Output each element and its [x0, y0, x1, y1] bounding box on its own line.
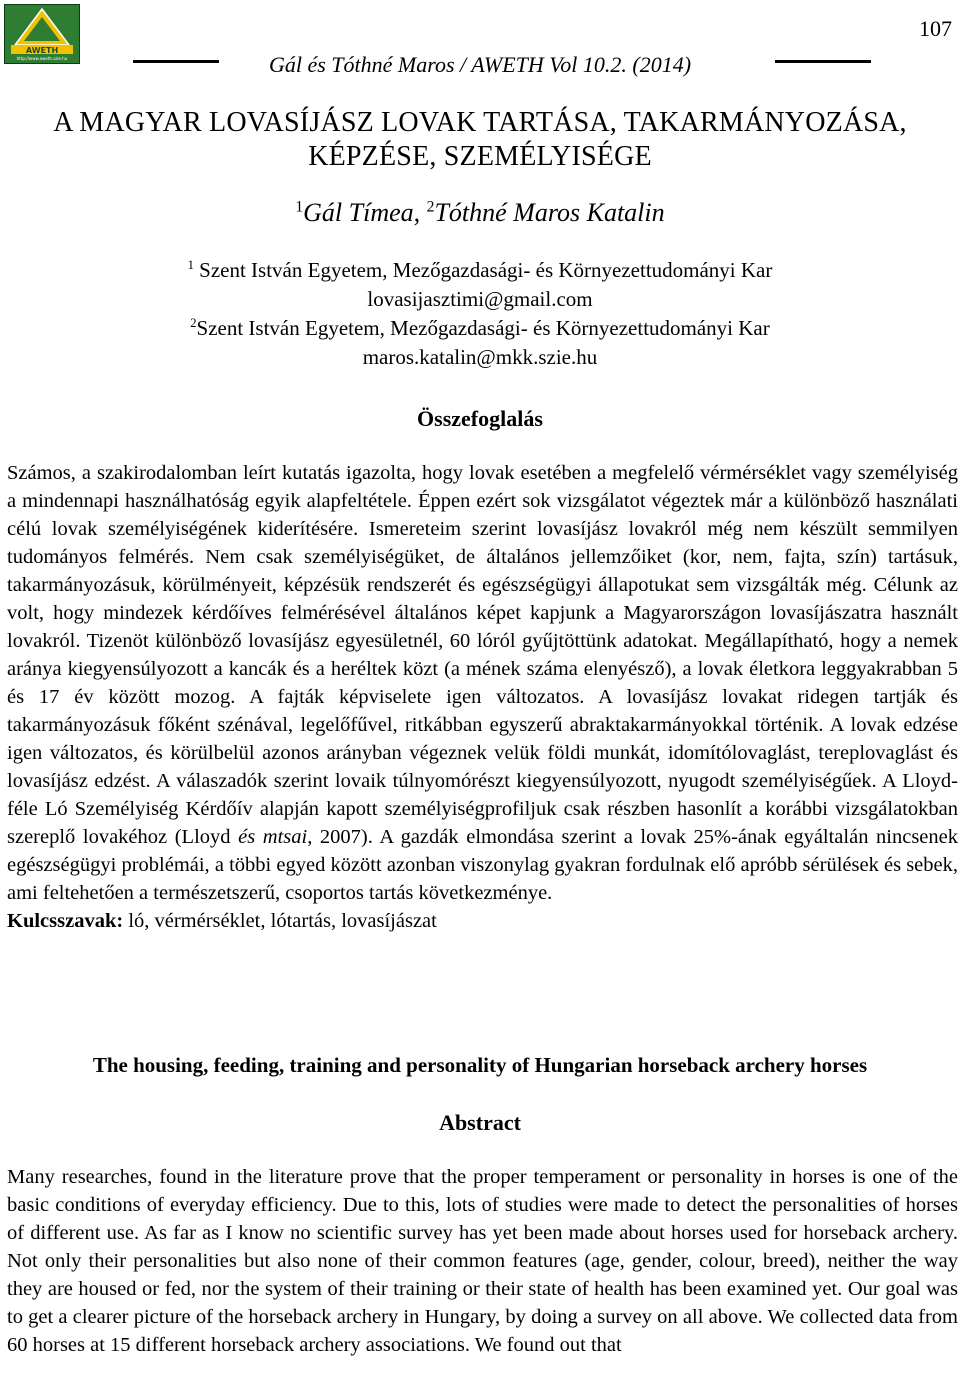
english-title: The housing, feeding, training and personality of Hungarian horseback archery horses [92, 1053, 868, 1077]
abstract-en-body [7, 1163, 958, 1359]
paper-title [0, 106, 960, 174]
affiliation-1-text: Szent István Egyetem, Mezőgazdasági- és Környezettudományi Kar [193, 258, 773, 282]
citation-italic: és mtsai [238, 826, 308, 848]
affiliation-1 [0, 258, 960, 283]
abstract-en-paragraph: Many researches, found in the literature prove that the proper temperament or personality in horses is one of the basic conditions of everyday efficiency. Due to this, lots of studies were made to detect the personalities of horses of different use. As far as I know no scientific survey has yet been made about horses used for horseback archery. Not only their personalities but also none of their common features (age, gender, colour, breed), neither the way they are housed or fed, nor the system of their training or their state of health has been examined yet. Our goal was to get a clearer picture of the horseback archery in Hungary, by doing a survey on all above. We collected data from 60 horses at 15 different horseback archery associations. We found out that [7, 1166, 958, 1356]
abstract-en-heading: Abstract [439, 1110, 521, 1135]
page-number: 107 [919, 16, 952, 41]
affiliation-1-marker: 1 [187, 258, 194, 272]
abstract-hu-body [7, 459, 958, 935]
keywords-line [7, 907, 958, 935]
abstract-hu-paragraph [7, 459, 958, 907]
email-2[interactable]: maros.katalin@mkk.szie.hu [362, 345, 598, 369]
affiliation-2 [0, 316, 960, 341]
title-line-1: A MAGYAR LOVASÍJÁSZ LOVAK TARTÁSA, TAKARMÁNYOZÁSA, [53, 107, 907, 138]
title-line-2: KÉPZÉSE, SZEMÉLYISÉGE [308, 141, 652, 172]
keywords-label: Kulcsszavak: [7, 910, 124, 932]
email-1[interactable]: lovasijasztimi@gmail.com [367, 287, 593, 311]
affiliation-2-marker: 2 [190, 316, 197, 330]
abstract-hu-heading: Összefoglalás [417, 406, 543, 431]
abstract-hu-text-end: , 2007). A gazdák elmondása szerint a lovak 25%-ának egyáltalán nincsenek egészségügyi problémái, a többi egyed között azonban viszonylag gyakran fordulnak elő apróbb sérülések és sebek, ami feltehetően a természetszerű, csoportos tartás következménye. [7, 826, 959, 904]
affiliation-2-text: Szent István Egyetem, Mezőgazdasági- és Környezettudományi Kar [196, 316, 770, 340]
author-1: Gál Tímea, [303, 198, 427, 227]
keywords-text: ló, vérmérséklet, lótartás, lovasíjászat [123, 910, 437, 932]
running-header: Gál és Tóthné Maros / AWETH Vol 10.2. (2014) [268, 52, 692, 77]
svg-text:http://www.aweth.szie.hu: http://www.aweth.szie.hu [16, 56, 68, 61]
abstract-hu-text: Számos, a szakirodalomban leírt kutatás igazolta, hogy lovak esetében a megfelelő vérmérséklet vagy személyiség a mindennapi használhatóság egyik alapfeltétele. Éppen ezért sok vizsgálatot végeztek már a különböző használati célú lovak személyiségének kiderítésére. Ismereteim szerint lovasíjász lovakról még nem készült semmilyen tudományos felmérés. Nem csak személyiségüket, de általános jellemzőiket (kor, nem, fajta, szín) tartásuk, takarmányozásuk, körülményeit, képzésük rendszerét és egészségügyi állapotukat sem vizsgálták még. Célunk az volt, hogy mindezek kérdőíves felmérésével általános képet kapjunk a Magyarországon lovasíjászatra használt lovakról. Tizenöt különböző lovasíjász egyesületnél, 60 lóról gyűjtöttünk adatokat. Megállapítható, hogy a nemek aránya kiegyensúlyozott a kancák és a heréltek közt (a mének száma elenyésző), a lovak életkora leggyakrabban 5 és 17 év között mozog. A fajták képviselete igen változatos. A lovasíjász lovakat ridegen tartják és takarmányozásuk főként szénával, legelőfűvel, ritkábban egyszerű abraktakarmányokkal történik. A lovak edzése igen változatos, és körülbelül azonos arányban végeznek velük földi munkát, idomítólovaglást, tereplovaglást és lovasíjász edzést. A válaszadók szerint lovaik túlnyomórészt kiegyensúlyozott, nyugodt személyiségűek. A Lloyd-féle Ló Személyiség Kérdőív alapján kapott személyiségprofiljuk csak részben hasonlít a korábbi vizsgálatokban szereplő lovakéhoz (Lloyd [7, 462, 958, 848]
svg-text:AWETH: AWETH [25, 46, 59, 55]
author-list [0, 198, 960, 228]
author-2-marker: 2 [426, 198, 435, 216]
author-2: Tóthné Maros Katalin [434, 198, 665, 227]
author-1-marker: 1 [295, 198, 304, 216]
